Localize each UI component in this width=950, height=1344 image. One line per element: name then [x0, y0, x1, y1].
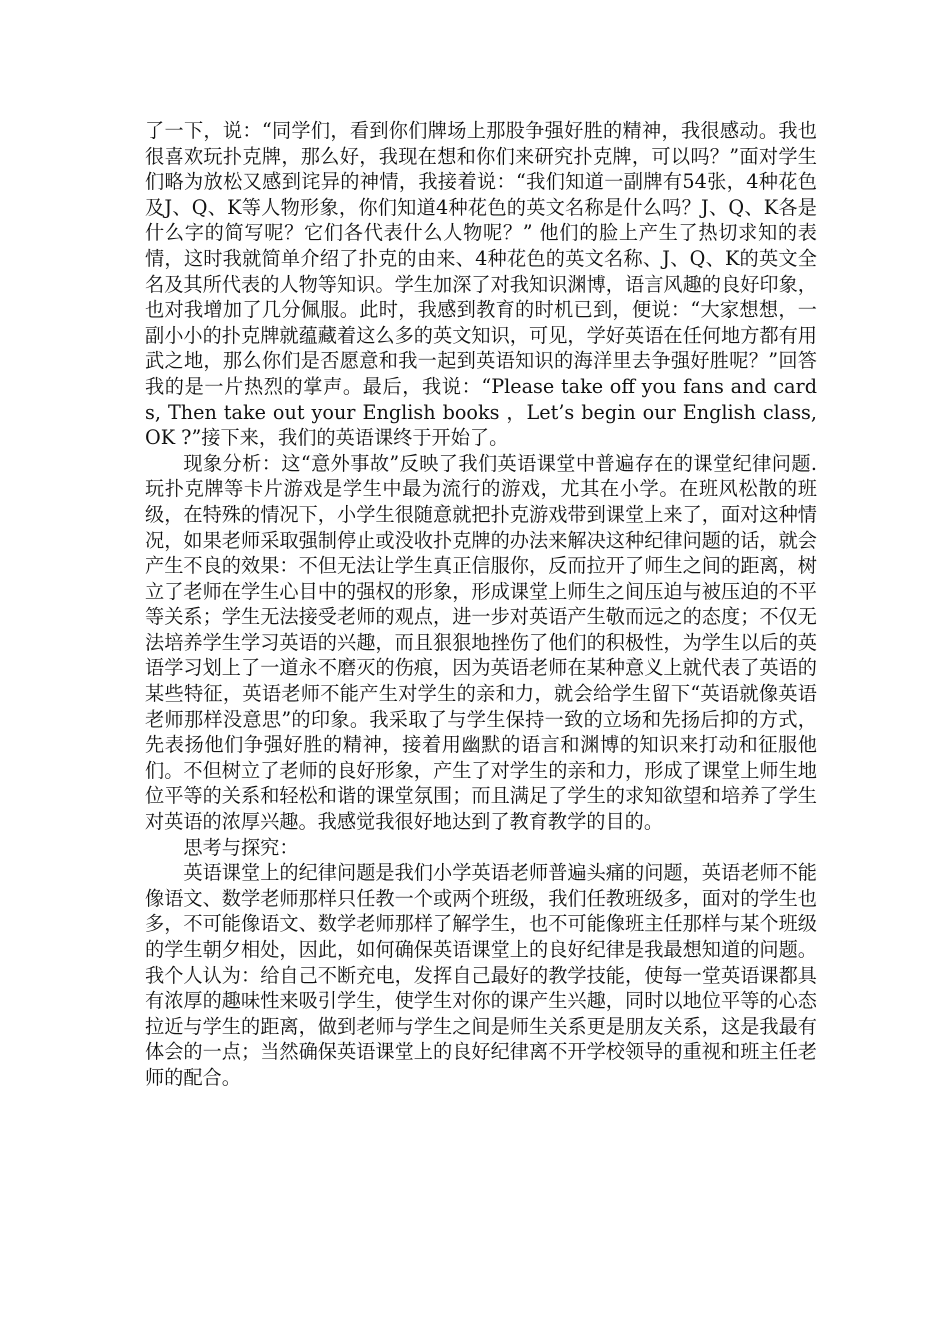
section-heading-reflection: 思考与探究： [183, 835, 299, 859]
document-body [145, 118, 817, 1091]
paragraph-reflection: 英语课堂上的纪律问题是我们小学英语老师普遍头痛的问题，英语老师不能像语文、数学老师那样只任教一个或两个班级，我们任教班级多，面对的学生也多，不可能像语文、数学老师那样了解学生，也不可能像班主任那样与某个班级的学生朝夕相处，因此，如何确保英语课堂上的良好纪律是我最想知道的问题。我个人认为：给自己不断充电，发挥自己最好的教学技能，使每一堂英语课都具有浓厚的趣味性来吸引学生，使学生对你的课产生兴趣，同时以地位平等的心态拉近与学生的距离，做到老师与学生之间是师生关系更是朋友关系，这是我最有体会的一点；当然确保英语课堂上的良好纪律离不开学校领导的重视和班主任老师的配合。 [145, 861, 817, 1089]
paragraph-phenomenon-analysis: 现象分析：这“意外事故”反映了我们英语课堂中普遍存在的课堂纪律问题.玩扑克牌等卡片游戏是学生中最为流行的游戏，尤其在小学。在班风松散的班级，在特殊的情况下，小学生很随意就把扑克游戏带到课堂上来了，面对这种情况，如果老师采取强制停止或没收扑克牌的办法来解决这种纪律问题的话，就会产生不良的效果：不但无法让学生真正信服你，反而拉开了师生之间的距离，树立了老师在学生心目中的强权的形象，形成课堂上师生之间压迫与被压迫的不平等关系；学生无法接受老师的观点，进一步对英语产生敬而远之的态度；不仅无法培养学生学习英语的兴趣，而且狠狠地挫伤了他们的积极性，为学生以后的英语学习划上了一道永不磨灭的伤痕，因为英语老师在某种意义上就代表了英语的某些特征，英语老师不能产生对学生的亲和力，就会给学生留下“英语就像英语老师那样没意思”的印象。我采取了与学生保持一致的立场和先扬后抑的方式，先表扬他们争强好胜的精神，接着用幽默的语言和渊博的知识来打动和征服他们。不但树立了老师的良好形象，产生了对学生的亲和力，形成了课堂上师生地位平等的关系和轻松和谐的课堂氛围；而且满足了学生的求知欲望和培养了学生对英语的浓厚兴趣。我感觉我很好地达到了教育教学的目的。 [145, 451, 817, 834]
paragraph-story-continuation: 了一下，说：“同学们，看到你们牌场上那股争强好胜的精神，我很感动。我也很喜欢玩扑克牌，那么好，我现在想和你们来研究扑克牌，可以吗？”面对学生们略为放松又感到诧异的神情，我接着说：“我们知道一副牌有54张，4种花色及J、Q、K等人物形象，你们知道4种花色的英文名称是什么吗？J、Q、K各是什么字的简写呢？它们各代表什么人物呢？” 他们的脸上产生了热切求知的表情，这时我就简单介绍了扑克的由来、4种花色的英文名称、J、Q、K的英文全名及其所代表的人物等知识。学生加深了对我知识渊博，语言风趣的良好印象，也对我增加了几分佩服。此时，我感到教育的时机已到，便说：“大家想想，一副小小的扑克牌就蕴藏着这么多的英文知识，可见，学好英语在任何地方都有用武之地，那么你们是否愿意和我一起到英语知识的海洋里去争强好胜呢？”回答我的是一片热烈的掌声。最后，我说：“Please take off you fans and cards, Then take out your English books ，Let’s begin our English class, OK ?”接下来，我们的英语课终于开始了。 [145, 119, 817, 450]
